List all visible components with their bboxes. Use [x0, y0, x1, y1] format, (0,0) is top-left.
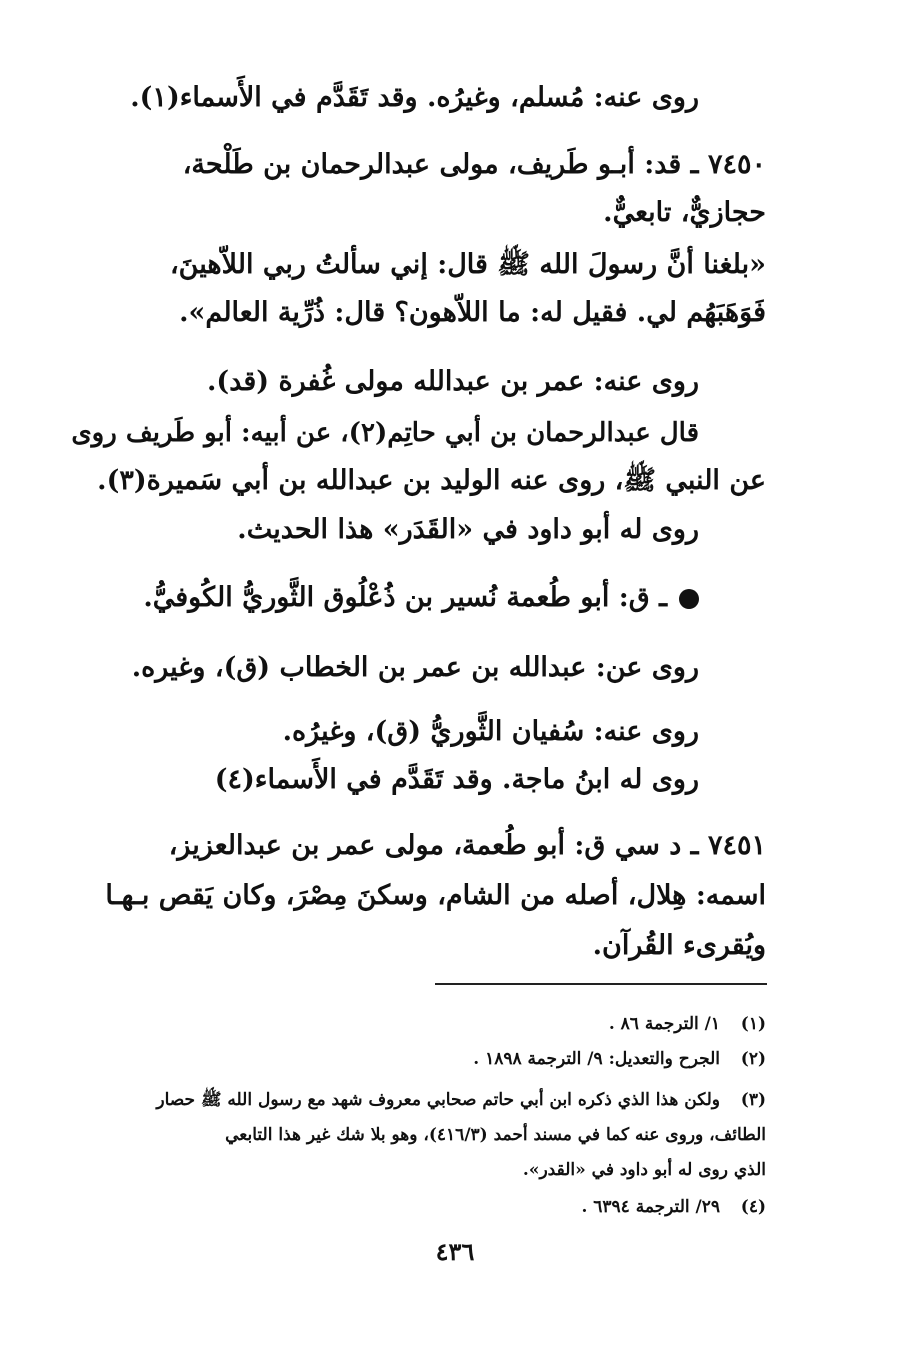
text-line: روى عنه: مُسلم، وغيرُه. وقد تَقَدَّم في الأَسماء(١).	[130, 82, 699, 113]
text-line: روى له أبو داود في «القَدَر» هذا الحديث.	[237, 514, 699, 545]
footnote-3-continued	[225, 1121, 766, 1149]
footnote-text: الذي روى له أبو داود في «القدر».	[522, 1160, 766, 1180]
text-line: ويُقرىء القُرآن.	[592, 930, 766, 961]
bullet-marker	[679, 589, 699, 609]
text-line: حجازيٌّ، تابعيٌّ.	[603, 197, 766, 228]
hadith-text: فَوَهَبَهُم لي. فقيل له: ما اللاّهون؟ قال: ذُرِّية العالم».	[179, 297, 766, 328]
footnote-text: الطائف، وروى عنه كما في مسند أحمد (٤١٦/٣)، وهو بلا شك غير هذا التابعي	[225, 1125, 766, 1145]
text-line: روى له ابنُ ماجة. وقد تَقَدَّم في الأَسماء(٤)	[214, 764, 699, 795]
footnote-text: ١/ الترجمة ٨٦ .	[608, 1014, 720, 1034]
footnote-3	[156, 1086, 766, 1114]
hadith-text: «بلغنا أنَّ رسولَ الله ﷺ قال: إني سألتُ ربي اللاّهينَ،	[169, 249, 766, 280]
footnote-1	[609, 1010, 766, 1038]
entry-heading-7451: ٧٤٥١ ـ د سي ق: أبو طُعمة، مولى عمر بن عبدالعزيز،	[168, 830, 766, 861]
footnote-number: (٣)	[740, 1090, 766, 1110]
footnote-number: (٢)	[740, 1049, 766, 1069]
text-line: روى عنه: سُفيان الثَّوريُّ (ق)، وغيرُه.	[282, 716, 699, 747]
footnote-4	[581, 1193, 766, 1221]
footnote-number: (٤)	[740, 1197, 766, 1217]
text-line: روى عنه: عمر بن عبدالله مولى غُفرة (قد).	[207, 366, 699, 397]
text-line: عن النبي ﷺ، روى عنه الوليد بن عبدالله بن أبي سَميرة(٣).	[97, 465, 766, 496]
footnote-number: (١)	[740, 1014, 766, 1034]
entry-heading-text: ـ ق: أبو طُعمة نُسير بن ذُعْلُوق الثَّوريُّ الكُوفيُّ.	[143, 582, 667, 613]
entry-heading-abu-tumah	[143, 578, 699, 618]
footnote-text: الجرح والتعديل: ٩/ الترجمة ١٨٩٨ .	[473, 1049, 720, 1069]
footnote-text: ولكن هذا الذي ذكره ابن أبي حاتم صحابي معروف شهد مع رسول الله ﷺ حصار	[156, 1090, 720, 1110]
page-number: ٤٣٦	[435, 1237, 475, 1266]
text-line: قال عبدالرحمان بن أبي حاتِم(٢)، عن أبيه: أبو طَريف روى	[71, 418, 699, 448]
footnote-text: ٢٩/ الترجمة ٦٣٩٤ .	[581, 1197, 720, 1217]
footnote-separator	[435, 983, 767, 985]
footnote-3-continued	[523, 1156, 766, 1184]
text-line: روى عن: عبدالله بن عمر بن الخطاب (ق)، وغيره.	[131, 652, 699, 683]
footnote-2	[473, 1045, 766, 1073]
text-line: اسمه: هِلال، أصله من الشام، وسكنَ مِصْرَ، وكان يَقص بـهـا	[105, 880, 766, 911]
entry-heading-7450: ٧٤٥٠ ـ قد: أبـو طَريف، مولى عبدالرحمان بن طَلْحة،	[182, 149, 766, 180]
